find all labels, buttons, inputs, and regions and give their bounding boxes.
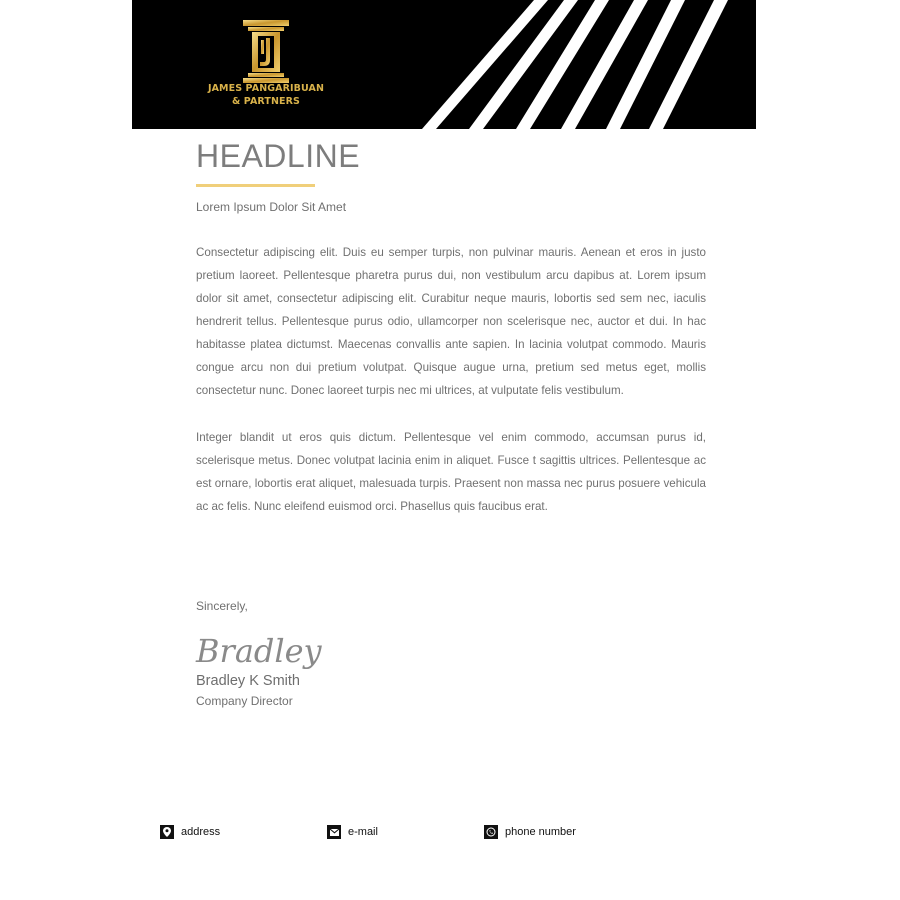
location-pin-icon xyxy=(160,825,174,839)
phone-icon xyxy=(484,825,498,839)
subtitle: Lorem Ipsum Dolor Sit Amet xyxy=(196,200,347,214)
footer-email xyxy=(327,825,378,839)
closing-text: Sincerely, xyxy=(196,599,248,613)
headline-underline xyxy=(196,184,315,187)
footer-phone xyxy=(484,825,576,839)
phone-label: phone number xyxy=(505,826,576,838)
body-paragraph-2: Integer blandit ut eros quis dictum. Pellentesque vel enim commodo, accumsan purus id, scelerisque metus. Donec volutpat lacinia enim in aliquet. Fusce t sagittis ultrices. Pellentesque ac est ornare, lobortis erat aliquet, malesuada turpis. Praesent non massa nec purus posuere vehicula ac ac felis. Nunc eleifend euismod orci. Phasellus quis faucibus erat. xyxy=(196,431,706,513)
company-name-line2: & PARTNERS xyxy=(231,96,300,107)
email-label: e-mail xyxy=(348,826,378,838)
signer-name: Bradley K Smith xyxy=(196,673,300,689)
company-name-line1: JAMES PANGARIBUAN xyxy=(207,83,325,94)
envelope-icon xyxy=(327,825,341,839)
handwritten-signature xyxy=(196,626,322,676)
company-name xyxy=(196,82,336,108)
body-paragraph-1: Consectetur adipiscing elit. Duis eu semper turpis, non pulvinar mauris. Aenean et eros in justo pretium laoreet. Pellentesque pharetra purus dui, non vestibulum arcu dapibus at. Lorem ipsum dolor sit amet, consectetur adipiscing elit. Curabitur neque mauris, lobortis sed sem nec, iaculis hendrerit tellus. Pellentesque purus odio, ullamcorper non scelerisque nec, auctor et dui. In hac habitasse platea dictumst. Maecenas convallis ante sapien. In lacinia volutpat commodo. Mauris congue arcu non dui pretium volutpat. Quisque augue urna, pretium sed metus eget, mollis consectetur nunc. Donec laoreet turpis nec mi ultrices, at vulputate felis vestibulum. xyxy=(196,246,706,397)
svg-text:Bradley: Bradley xyxy=(196,632,322,670)
address-label: address xyxy=(181,826,221,838)
signer-title: Company Director xyxy=(196,694,293,708)
headline: HEADLINE xyxy=(196,138,361,174)
footer-address xyxy=(160,825,220,839)
